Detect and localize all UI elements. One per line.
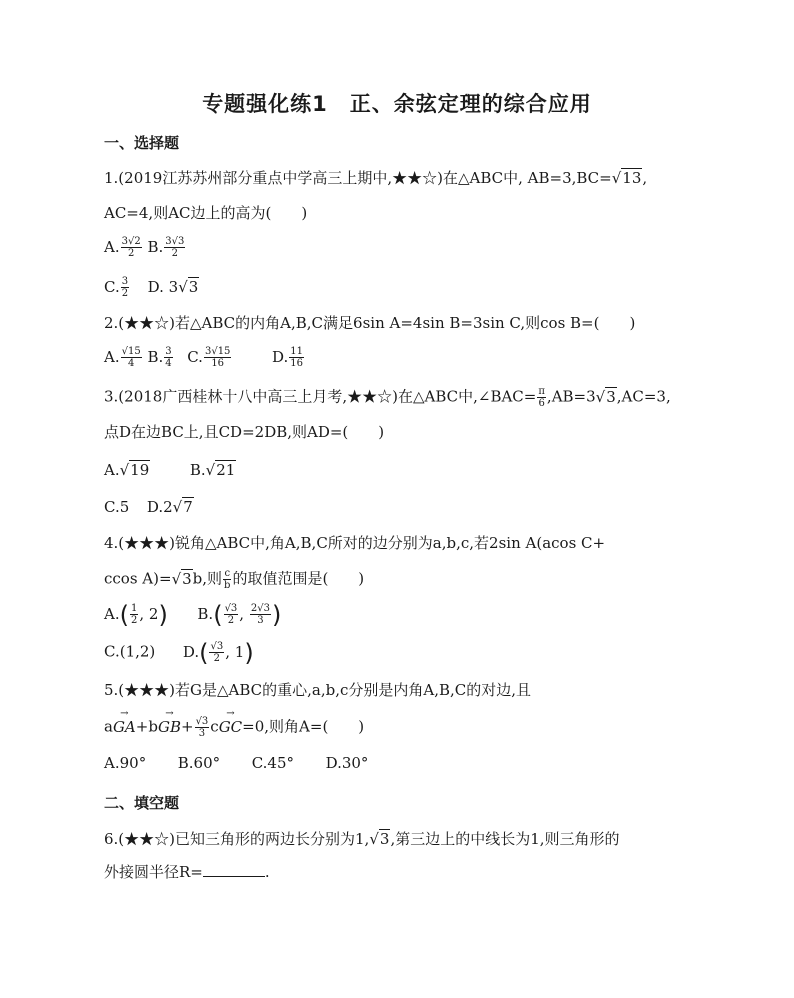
- question-2-line-1: 2.(★★☆)若△ABC的内角A,B,C满足6sin A=4sin B=3sin C,则cos B=( ): [104, 314, 636, 332]
- option-c[interactable]: C.5: [104, 498, 130, 516]
- option-d[interactable]: D.( $\frac{√3}{2}$ , 1): [182, 638, 254, 667]
- option-b[interactable]: B.√21: [189, 461, 236, 479]
- option-b[interactable]: B. $\frac{3√3}{2}$: [147, 236, 185, 259]
- answer-blank[interactable]: [203, 876, 265, 877]
- option-a[interactable]: A. $\frac{3√2}{2}$: [104, 236, 141, 259]
- question-4-line-1: 4.(★★★)锐角△ABC中,角A,B,C所对的边分别为a,b,c,若2sin A(acos C+: [104, 534, 606, 552]
- question-4-options-ab: [104, 600, 282, 629]
- option-d[interactable]: D.2√7: [146, 498, 193, 516]
- option-c[interactable]: C.45°: [251, 754, 295, 772]
- question-1-line-2: AC=4,则AC边上的高为( ): [104, 204, 308, 222]
- question-6-line-2: 外接圆半径R= .: [104, 863, 270, 881]
- question-5-line-2: a → GA+b → GB+ $\frac{√3}{3}$ c → GC=0,则角A=( ): [104, 707, 365, 739]
- question-4-line-2: ccos A)=√3b,则 $\frac{c}{b}$ 的取值范围是( ): [104, 568, 365, 591]
- option-b[interactable]: B.( $\frac{√3}{2}$ , $\frac{2√3}{3}$ ): [197, 600, 282, 629]
- vector-ga: → GA: [112, 707, 136, 736]
- option-c[interactable]: C. $\frac{3}{2}$: [104, 276, 129, 299]
- question-1-options-cd: [104, 276, 199, 299]
- page-title: 专题强化练1 正、余弦定理的综合应用: [202, 92, 592, 116]
- question-6-line-1: 6.(★★☆)已知三角形的两边长分别为1,√3,第三边上的中线长为1,则三角形的: [104, 830, 620, 848]
- question-3-options-ab: [104, 460, 236, 480]
- question-3-line-2: 点D在边BC上,且CD=2DB,则AD=( ): [104, 423, 385, 441]
- question-1-options-ab: [104, 236, 186, 259]
- sqrt-13: √13: [611, 169, 642, 187]
- option-c[interactable]: C.(1,2): [104, 642, 156, 661]
- question-5-line-1: 5.(★★★)若G是△ABC的重心,a,b,c分别是内角A,B,C的对边,且: [104, 681, 532, 699]
- question-2-options: [104, 346, 305, 369]
- option-d[interactable]: D. 3√3: [147, 277, 199, 296]
- section-heading-fill: 二、填空题: [104, 794, 180, 812]
- option-d[interactable]: D.30°: [325, 754, 369, 772]
- option-b[interactable]: B.60°: [177, 754, 221, 772]
- vector-gc: → GC: [218, 707, 243, 736]
- option-b[interactable]: B. $\frac{3}{4}$: [147, 346, 172, 369]
- section-heading-choice: 一、选择题: [104, 134, 180, 152]
- question-3-options-cd: [104, 497, 194, 517]
- option-c[interactable]: C. $\frac{3√15}{16}$: [187, 346, 231, 369]
- option-a[interactable]: A. $\frac{√15}{4}$: [104, 346, 141, 369]
- question-4-options-cd: [104, 638, 254, 667]
- question-3-line-1: 3.(2018广西桂林十八中高三上月考,★★☆)在△ABC中,∠BAC= $\frac{\pi}{6}$ ,AB=3√3,AC=3,: [104, 386, 671, 409]
- vector-gb: → GB: [157, 707, 181, 736]
- option-a[interactable]: A.( $\frac{1}{2}$ , 2): [104, 600, 168, 629]
- question-5-options: [104, 753, 368, 773]
- option-a[interactable]: A.√19: [104, 461, 150, 479]
- question-1-line-1: 1.(2019江苏苏州部分重点中学高三上期中,★★☆)在△ABC中, AB=3,BC=√13,: [104, 169, 648, 187]
- option-d[interactable]: D. $\frac{11}{16}$: [271, 346, 303, 369]
- option-a[interactable]: A.90°: [104, 754, 147, 772]
